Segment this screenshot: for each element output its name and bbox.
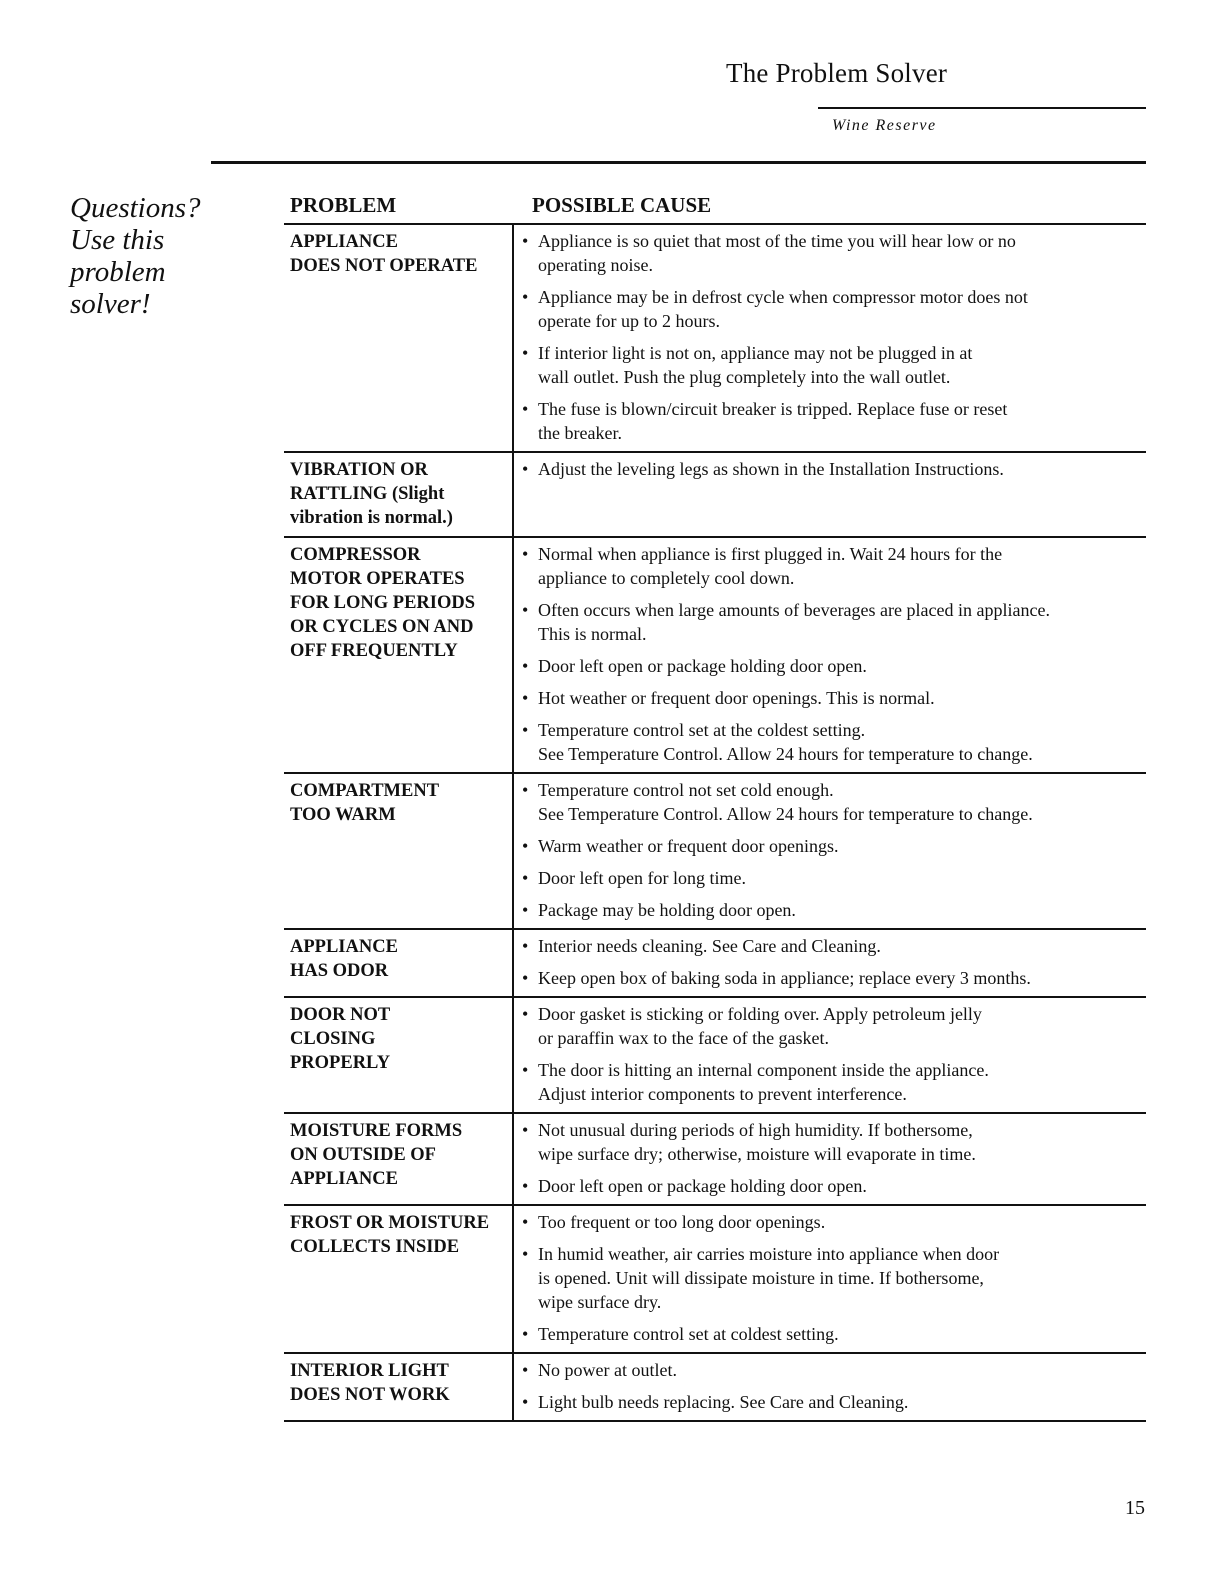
cause-line: is opened. Unit will dissipate moisture in time. If bothersome,	[538, 1268, 984, 1288]
problem-line: vibration is normal.)	[290, 508, 453, 528]
bullet-icon: •	[522, 936, 529, 956]
cause-item	[522, 934, 1146, 958]
cause-item	[522, 542, 1146, 590]
bullet-icon: •	[522, 1212, 529, 1232]
table-row	[284, 928, 1146, 996]
bullet-icon: •	[522, 1176, 529, 1196]
bullet-icon: •	[522, 1244, 529, 1264]
cause-cell	[514, 225, 1146, 451]
bullet-icon: •	[522, 287, 529, 307]
cause-item	[522, 397, 1146, 445]
cause-line: the breaker.	[538, 423, 622, 443]
problem-line: DOES NOT WORK	[290, 1385, 450, 1405]
cause-line: Not unusual during periods of high humidity. If bothersome,	[538, 1120, 973, 1140]
side-note-line: Use this	[70, 224, 165, 256]
cause-line: In humid weather, air carries moisture into appliance when door	[538, 1244, 1000, 1264]
bullet-icon: •	[522, 1324, 529, 1344]
column-header-cause: POSSIBLE CAUSE	[532, 193, 712, 217]
problem-line: COMPARTMENT	[290, 781, 440, 801]
cause-line: or paraffin wax to the face of the gasket.	[538, 1028, 830, 1048]
cause-line: Often occurs when large amounts of beverages are placed in appliance.	[538, 600, 1050, 620]
cause-cell	[514, 1114, 1146, 1204]
cause-cell	[514, 1206, 1146, 1352]
bullet-icon: •	[522, 656, 529, 676]
cause-item	[522, 654, 1146, 678]
problem-cell	[284, 774, 514, 928]
cause-line: This is normal.	[538, 624, 647, 644]
cause-line: Too frequent or too long door openings.	[538, 1212, 826, 1232]
cause-line: wipe surface dry; otherwise, moisture will evaporate in time.	[538, 1144, 976, 1164]
bullet-icon: •	[522, 1060, 529, 1080]
bullet-icon: •	[522, 1392, 529, 1412]
cause-line: appliance to completely cool down.	[538, 568, 795, 588]
cause-line: No power at outlet.	[538, 1360, 677, 1380]
problem-line: APPLIANCE	[290, 1169, 398, 1189]
cause-line: Temperature control set at coldest setting.	[538, 1324, 839, 1344]
table-row	[284, 536, 1146, 772]
cause-item	[522, 285, 1146, 333]
cause-line: Door left open or package holding door open.	[538, 1176, 867, 1196]
table-row	[284, 223, 1146, 451]
problem-line: PROPERLY	[290, 1053, 391, 1073]
problem-line: APPLIANCE	[290, 937, 398, 957]
bullet-icon: •	[522, 1120, 529, 1140]
cause-item	[522, 1242, 1146, 1314]
cause-line: Package may be holding door open.	[538, 900, 796, 920]
problem-cell	[284, 225, 514, 451]
cause-item	[522, 778, 1146, 826]
cause-item	[522, 1358, 1146, 1382]
bullet-icon: •	[522, 231, 529, 251]
cause-item	[522, 341, 1146, 389]
cause-item	[522, 1322, 1146, 1346]
cause-line: operating noise.	[538, 255, 653, 275]
problem-solver-table	[284, 193, 1146, 1422]
cause-line: Appliance is so quiet that most of the time you will hear low or no	[538, 231, 1016, 251]
problem-line: DOOR NOT	[290, 1005, 391, 1025]
problem-cell	[284, 1114, 514, 1204]
bullet-icon: •	[522, 968, 529, 988]
cause-line: Door left open or package holding door open.	[538, 656, 867, 676]
bullet-icon: •	[522, 399, 529, 419]
page-number: 15	[1125, 1497, 1145, 1519]
problem-line: ON OUTSIDE OF	[290, 1145, 436, 1165]
bullet-icon: •	[522, 600, 529, 620]
bullet-icon: •	[522, 544, 529, 564]
problem-line: FROST OR MOISTURE	[290, 1213, 490, 1233]
cause-item	[522, 866, 1146, 890]
problem-line: COMPRESSOR	[290, 545, 421, 565]
cause-item	[522, 966, 1146, 990]
problem-line: COLLECTS INSIDE	[290, 1237, 460, 1257]
cause-line: See Temperature Control. Allow 24 hours for temperature to change.	[538, 744, 1033, 764]
page-title: The Problem Solver	[726, 58, 948, 88]
problem-line: MOTOR OPERATES	[290, 569, 465, 589]
cause-cell	[514, 998, 1146, 1112]
cause-item	[522, 686, 1146, 710]
column-header-problem: PROBLEM	[290, 193, 397, 217]
header-rule-long	[211, 161, 1146, 164]
page-subtitle: Wine Reserve	[832, 117, 937, 134]
table-row	[284, 1204, 1146, 1352]
cause-line: Warm weather or frequent door openings.	[538, 836, 839, 856]
cause-line: The door is hitting an internal component inside the appliance.	[538, 1060, 989, 1080]
cause-item	[522, 1002, 1146, 1050]
cause-line: See Temperature Control. Allow 24 hours for temperature to change.	[538, 804, 1033, 824]
cause-line: Temperature control not set cold enough.	[538, 780, 834, 800]
problem-line: CLOSING	[290, 1029, 376, 1049]
bullet-icon: •	[522, 343, 529, 363]
header-rule-short	[818, 107, 1146, 109]
cause-line: Temperature control set at the coldest setting.	[538, 720, 866, 740]
bullet-icon: •	[522, 1004, 529, 1024]
table-row	[284, 451, 1146, 536]
cause-line: operate for up to 2 hours.	[538, 311, 720, 331]
problem-line: DOES NOT OPERATE	[290, 256, 478, 276]
cause-cell	[514, 453, 1146, 536]
cause-cell	[514, 774, 1146, 928]
table-row	[284, 1352, 1146, 1422]
cause-item	[522, 229, 1146, 277]
bullet-icon: •	[522, 459, 529, 479]
cause-line: The fuse is blown/circuit breaker is tripped. Replace fuse or reset	[538, 399, 1008, 419]
cause-cell	[514, 1354, 1146, 1420]
side-note-line: solver!	[70, 288, 151, 320]
side-note-line: problem	[70, 256, 166, 288]
cause-cell	[514, 930, 1146, 996]
problem-line: OFF FREQUENTLY	[290, 641, 458, 661]
cause-line: Interior needs cleaning. See Care and Cleaning.	[538, 936, 881, 956]
cause-line: Door left open for long time.	[538, 868, 746, 888]
cause-line: Adjust the leveling legs as shown in the Installation Instructions.	[538, 459, 1004, 479]
problem-cell	[284, 930, 514, 996]
bullet-icon: •	[522, 900, 529, 920]
table-body	[284, 223, 1146, 1422]
side-note	[70, 192, 230, 320]
cause-item	[522, 1118, 1146, 1166]
problem-line: APPLIANCE	[290, 232, 398, 252]
problem-line: MOISTURE FORMS	[290, 1121, 463, 1141]
cause-item	[522, 1058, 1146, 1106]
cause-item	[522, 898, 1146, 922]
problem-line: OR CYCLES ON AND	[290, 617, 474, 637]
problem-line: INTERIOR LIGHT	[290, 1361, 449, 1381]
bullet-icon: •	[522, 836, 529, 856]
problem-cell	[284, 538, 514, 772]
problem-line: FOR LONG PERIODS	[290, 593, 476, 613]
cause-line: wipe surface dry.	[538, 1292, 662, 1312]
cause-line: If interior light is not on, appliance may not be plugged in at	[538, 343, 973, 363]
table-row	[284, 1112, 1146, 1204]
cause-item	[522, 457, 1146, 481]
table-row	[284, 996, 1146, 1112]
cause-item	[522, 598, 1146, 646]
problem-line: VIBRATION OR	[290, 460, 428, 480]
problem-cell	[284, 1206, 514, 1352]
cause-line: Keep open box of baking soda in appliance; replace every 3 months.	[538, 968, 1031, 988]
bullet-icon: •	[522, 1360, 529, 1380]
problem-cell	[284, 1354, 514, 1420]
problem-cell	[284, 453, 514, 536]
bullet-icon: •	[522, 780, 529, 800]
cause-line: Light bulb needs replacing. See Care and Cleaning.	[538, 1392, 909, 1412]
cause-line: Door gasket is sticking or folding over. Apply petroleum jelly	[538, 1004, 982, 1024]
bullet-icon: •	[522, 720, 529, 740]
cause-item	[522, 1390, 1146, 1414]
cause-cell	[514, 538, 1146, 772]
cause-item	[522, 834, 1146, 858]
table-row	[284, 772, 1146, 928]
problem-line: TOO WARM	[290, 805, 396, 825]
problem-line: HAS ODOR	[290, 961, 389, 981]
cause-line: Appliance may be in defrost cycle when compressor motor does not	[538, 287, 1028, 307]
cause-line: wall outlet. Push the plug completely into the wall outlet.	[538, 367, 951, 387]
bullet-icon: •	[522, 868, 529, 888]
side-note-line: Questions?	[70, 192, 201, 224]
cause-line: Adjust interior components to prevent interference.	[538, 1084, 907, 1104]
problem-line: RATTLING (Slight	[290, 484, 445, 504]
cause-item	[522, 1174, 1146, 1198]
cause-line: Hot weather or frequent door openings. This is normal.	[538, 688, 935, 708]
cause-item	[522, 1210, 1146, 1234]
table-header	[284, 193, 1146, 223]
bullet-icon: •	[522, 688, 529, 708]
cause-line: Normal when appliance is first plugged in. Wait 24 hours for the	[538, 544, 1003, 564]
cause-item	[522, 718, 1146, 766]
problem-cell	[284, 998, 514, 1112]
